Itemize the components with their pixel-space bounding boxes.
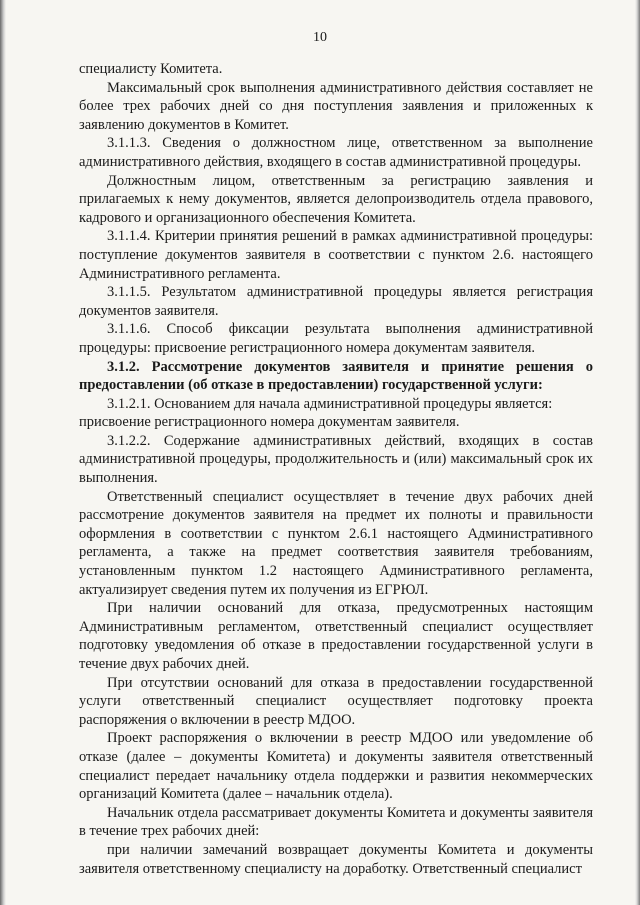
paragraph: Должностным лицом, ответственным за регистрацию заявления и прилагаемых к нему документов, является делопроизводитель отдела правового, кадрового и организационного обеспечения Комитета. (79, 172, 593, 226)
paragraph: при наличии замечаний возвращает документы Комитета и документы заявителя ответственному специалисту на доработку. Ответственный специалист (79, 841, 593, 877)
section-heading: 3.1.2. Рассмотрение документов заявителя и принятие решения о предоставлении (об отказе в предоставлении) государственной услуги: (79, 358, 593, 394)
paragraph: 3.1.2.1. Основанием для начала административной процедуры является: (107, 395, 553, 412)
paragraph: 3.1.1.3. Сведения о должностном лице, ответственном за выполнение административного действия, входящего в состав административной процедуры. (79, 135, 593, 170)
scan-edge-left (0, 0, 6, 905)
paragraph: 3.1.1.6. Способ фиксации результата выполнения административной процедуры: присвоение регистрационного номера документам заявителя. (79, 321, 593, 356)
paragraph: При отсутствии оснований для отказа в предоставлении государственной услуги ответственный специалист осуществляет подготовку проекта распоряжения о включении в реестр МДОО. (79, 674, 593, 728)
paragraph: 3.1.1.5. Результатом административной процедуры является регистрация документов заявителя. (79, 284, 593, 319)
paragraph: Максимальный срок выполнения административного действия составляет не более трех рабочих дней со дня поступления заявления и приложенных к заявлению документов в Комитет. (79, 79, 593, 133)
paragraph: 3.1.2.2. Содержание административных действий, входящих в состав административной процедуры, продолжительность и (или) максимальный срок их выполнения. (79, 432, 593, 487)
paragraph: 3.1.1.4. Критерии принятия решений в рамках административной процедуры: поступление документов заявителя в соответствии с пунктом 2.6. настоящего Административного регламента. (79, 228, 593, 282)
page-number: 10 (313, 30, 327, 45)
paragraph: Ответственный специалист осуществляет в течение двух рабочих дней рассмотрение документов заявителя на предмет их полноты и правильности оформления в соответствии с пунктом 2.6.1 настоящего Административного регламента, а также на предмет соответствия заявителя требованиям, установленным пунктом 1.2 настоящего Административного регламента, актуализирует сведения путем их получения из ЕГРЮЛ. (79, 488, 593, 598)
paragraph: присвоение регистрационного номера документам заявителя. (79, 414, 460, 431)
document-body (79, 60, 593, 878)
paragraph: При наличии оснований для отказа, предусмотренных настоящим Административным регламентом, ответственный специалист осуществляет подготовку уведомления об отказе в предоставлении государственной услуги в течение двух рабочих дней. (79, 600, 593, 672)
paragraph: Начальник отдела рассматривает документы Комитета и документы заявителя в течение трех рабочих дней: (79, 804, 593, 840)
paragraph: Проект распоряжения о включении в реестр МДОО или уведомление об отказе (далее – документы Комитета) и документы заявителя ответственный специалист передает начальнику отдела поддержки и развития некоммерческих организаций Комитета (далее – начальник отдела). (79, 730, 593, 803)
paragraph: специалисту Комитета. (79, 61, 223, 77)
scan-edge-right (635, 0, 640, 905)
